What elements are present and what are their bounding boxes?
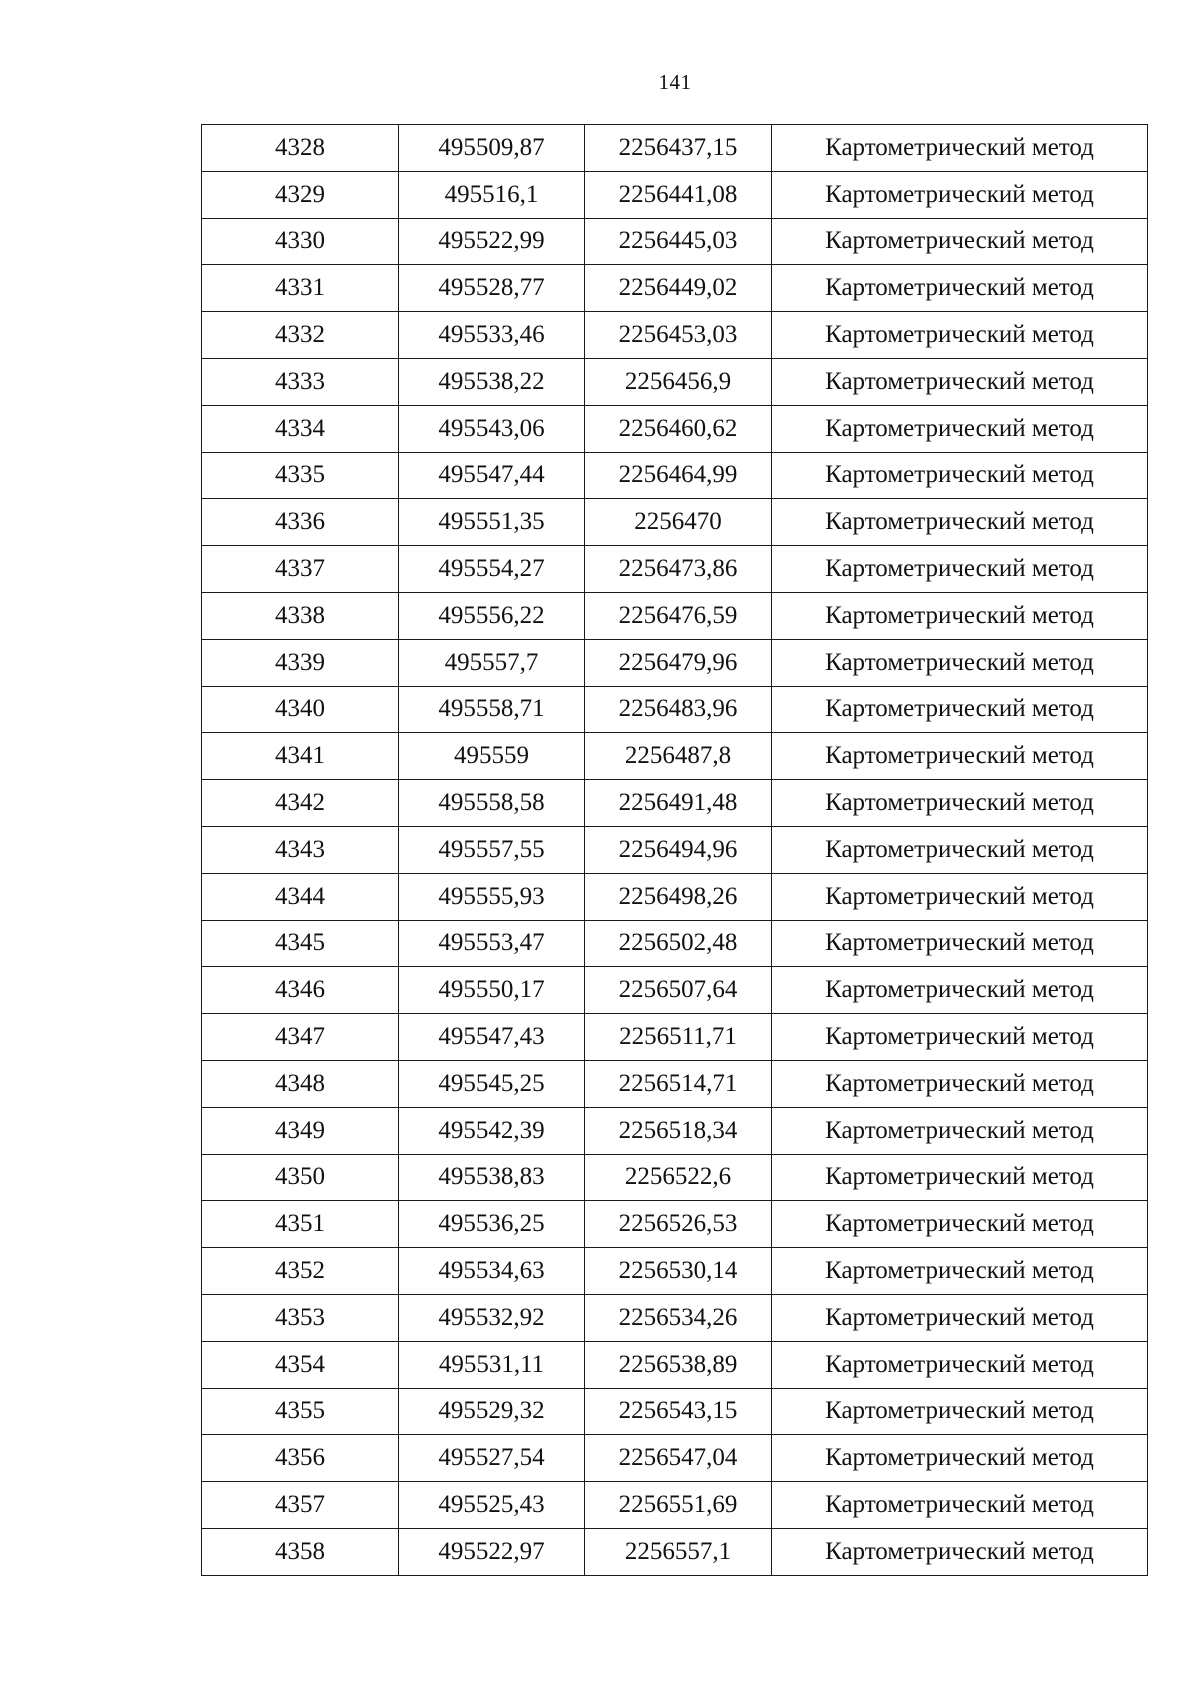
x-coordinate-cell: 495557,55	[399, 826, 585, 873]
point-number-cell: 4329	[202, 171, 399, 218]
method-cell: Картометрический метод	[772, 218, 1148, 265]
point-number-cell: 4346	[202, 967, 399, 1014]
y-coordinate-cell: 2256514,71	[585, 1060, 772, 1107]
method-cell: Картометрический метод	[772, 639, 1148, 686]
y-coordinate-cell: 2256487,8	[585, 733, 772, 780]
x-coordinate-cell: 495534,63	[399, 1248, 585, 1295]
table-row	[202, 780, 1148, 827]
x-coordinate-cell: 495538,22	[399, 358, 585, 405]
x-coordinate-cell: 495527,54	[399, 1435, 585, 1482]
point-number-cell: 4358	[202, 1528, 399, 1575]
x-coordinate-cell: 495525,43	[399, 1482, 585, 1529]
table-row	[202, 826, 1148, 873]
point-number-cell: 4348	[202, 1060, 399, 1107]
y-coordinate-cell: 2256543,15	[585, 1388, 772, 1435]
y-coordinate-cell: 2256547,04	[585, 1435, 772, 1482]
method-cell: Картометрический метод	[772, 1107, 1148, 1154]
method-cell: Картометрический метод	[772, 1482, 1148, 1529]
y-coordinate-cell: 2256473,86	[585, 546, 772, 593]
table-row	[202, 1528, 1148, 1575]
method-cell: Картометрический метод	[772, 546, 1148, 593]
table-row	[202, 967, 1148, 1014]
method-cell: Картометрический метод	[772, 1060, 1148, 1107]
table-row	[202, 1341, 1148, 1388]
point-number-cell: 4332	[202, 312, 399, 359]
method-cell: Картометрический метод	[772, 967, 1148, 1014]
point-number-cell: 4357	[202, 1482, 399, 1529]
y-coordinate-cell: 2256453,03	[585, 312, 772, 359]
x-coordinate-cell: 495542,39	[399, 1107, 585, 1154]
y-coordinate-cell: 2256502,48	[585, 920, 772, 967]
point-number-cell: 4356	[202, 1435, 399, 1482]
table-row	[202, 920, 1148, 967]
point-number-cell: 4328	[202, 125, 399, 172]
point-number-cell: 4331	[202, 265, 399, 312]
table-row	[202, 546, 1148, 593]
method-cell: Картометрический метод	[772, 920, 1148, 967]
point-number-cell: 4338	[202, 592, 399, 639]
y-coordinate-cell: 2256498,26	[585, 873, 772, 920]
x-coordinate-cell: 495532,92	[399, 1294, 585, 1341]
method-cell: Картометрический метод	[772, 1294, 1148, 1341]
table-row	[202, 499, 1148, 546]
point-number-cell: 4351	[202, 1201, 399, 1248]
table-row	[202, 686, 1148, 733]
y-coordinate-cell: 2256507,64	[585, 967, 772, 1014]
table-row	[202, 1248, 1148, 1295]
point-number-cell: 4330	[202, 218, 399, 265]
y-coordinate-cell: 2256437,15	[585, 125, 772, 172]
x-coordinate-cell: 495556,22	[399, 592, 585, 639]
table-row	[202, 733, 1148, 780]
y-coordinate-cell: 2256557,1	[585, 1528, 772, 1575]
page-number: 141	[658, 70, 692, 94]
x-coordinate-cell: 495536,25	[399, 1201, 585, 1248]
x-coordinate-cell: 495543,06	[399, 405, 585, 452]
y-coordinate-cell: 2256551,69	[585, 1482, 772, 1529]
coordinates-table	[201, 124, 1148, 1576]
method-cell: Картометрический метод	[772, 1154, 1148, 1201]
table-row	[202, 405, 1148, 452]
method-cell: Картометрический метод	[772, 499, 1148, 546]
x-coordinate-cell: 495557,7	[399, 639, 585, 686]
method-cell: Картометрический метод	[772, 873, 1148, 920]
y-coordinate-cell: 2256530,14	[585, 1248, 772, 1295]
table-row	[202, 1482, 1148, 1529]
y-coordinate-cell: 2256534,26	[585, 1294, 772, 1341]
y-coordinate-cell: 2256522,6	[585, 1154, 772, 1201]
method-cell: Картометрический метод	[772, 125, 1148, 172]
table-row	[202, 265, 1148, 312]
table-row	[202, 218, 1148, 265]
point-number-cell: 4347	[202, 1014, 399, 1061]
point-number-cell: 4342	[202, 780, 399, 827]
y-coordinate-cell: 2256476,59	[585, 592, 772, 639]
method-cell: Картометрический метод	[772, 1014, 1148, 1061]
y-coordinate-cell: 2256538,89	[585, 1341, 772, 1388]
method-cell: Картометрический метод	[772, 171, 1148, 218]
x-coordinate-cell: 495538,83	[399, 1154, 585, 1201]
table-row	[202, 1014, 1148, 1061]
table-row	[202, 1388, 1148, 1435]
method-cell: Картометрический метод	[772, 1435, 1148, 1482]
y-coordinate-cell: 2256511,71	[585, 1014, 772, 1061]
method-cell: Картометрический метод	[772, 592, 1148, 639]
table-row	[202, 125, 1148, 172]
point-number-cell: 4335	[202, 452, 399, 499]
method-cell: Картометрический метод	[772, 1341, 1148, 1388]
method-cell: Картометрический метод	[772, 358, 1148, 405]
x-coordinate-cell: 495529,32	[399, 1388, 585, 1435]
point-number-cell: 4350	[202, 1154, 399, 1201]
x-coordinate-cell: 495522,97	[399, 1528, 585, 1575]
y-coordinate-cell: 2256464,99	[585, 452, 772, 499]
y-coordinate-cell: 2256479,96	[585, 639, 772, 686]
table-row	[202, 1435, 1148, 1482]
point-number-cell: 4345	[202, 920, 399, 967]
method-cell: Картометрический метод	[772, 826, 1148, 873]
point-number-cell: 4349	[202, 1107, 399, 1154]
x-coordinate-cell: 495531,11	[399, 1341, 585, 1388]
y-coordinate-cell: 2256483,96	[585, 686, 772, 733]
x-coordinate-cell: 495559	[399, 733, 585, 780]
table-row	[202, 452, 1148, 499]
point-number-cell: 4336	[202, 499, 399, 546]
point-number-cell: 4341	[202, 733, 399, 780]
method-cell: Картометрический метод	[772, 686, 1148, 733]
point-number-cell: 4355	[202, 1388, 399, 1435]
table-row	[202, 312, 1148, 359]
method-cell: Картометрический метод	[772, 265, 1148, 312]
x-coordinate-cell: 495516,1	[399, 171, 585, 218]
x-coordinate-cell: 495528,77	[399, 265, 585, 312]
point-number-cell: 4354	[202, 1341, 399, 1388]
y-coordinate-cell: 2256445,03	[585, 218, 772, 265]
x-coordinate-cell: 495551,35	[399, 499, 585, 546]
y-coordinate-cell: 2256491,48	[585, 780, 772, 827]
method-cell: Картометрический метод	[772, 1248, 1148, 1295]
x-coordinate-cell: 495547,44	[399, 452, 585, 499]
x-coordinate-cell: 495553,47	[399, 920, 585, 967]
x-coordinate-cell: 495545,25	[399, 1060, 585, 1107]
x-coordinate-cell: 495550,17	[399, 967, 585, 1014]
point-number-cell: 4343	[202, 826, 399, 873]
method-cell: Картометрический метод	[772, 1201, 1148, 1248]
table-row	[202, 592, 1148, 639]
x-coordinate-cell: 495547,43	[399, 1014, 585, 1061]
method-cell: Картометрический метод	[772, 733, 1148, 780]
point-number-cell: 4340	[202, 686, 399, 733]
point-number-cell: 4339	[202, 639, 399, 686]
y-coordinate-cell: 2256456,9	[585, 358, 772, 405]
method-cell: Картометрический метод	[772, 780, 1148, 827]
coordinates-table-body	[202, 125, 1148, 1576]
table-row	[202, 358, 1148, 405]
y-coordinate-cell: 2256441,08	[585, 171, 772, 218]
y-coordinate-cell: 2256449,02	[585, 265, 772, 312]
y-coordinate-cell: 2256470	[585, 499, 772, 546]
table-row	[202, 1060, 1148, 1107]
y-coordinate-cell: 2256526,53	[585, 1201, 772, 1248]
method-cell: Картометрический метод	[772, 405, 1148, 452]
table-row	[202, 1201, 1148, 1248]
table-row	[202, 873, 1148, 920]
point-number-cell: 4353	[202, 1294, 399, 1341]
point-number-cell: 4334	[202, 405, 399, 452]
point-number-cell: 4333	[202, 358, 399, 405]
table-row	[202, 171, 1148, 218]
method-cell: Картометрический метод	[772, 1528, 1148, 1575]
point-number-cell: 4337	[202, 546, 399, 593]
y-coordinate-cell: 2256518,34	[585, 1107, 772, 1154]
x-coordinate-cell: 495554,27	[399, 546, 585, 593]
x-coordinate-cell: 495533,46	[399, 312, 585, 359]
x-coordinate-cell: 495509,87	[399, 125, 585, 172]
point-number-cell: 4344	[202, 873, 399, 920]
x-coordinate-cell: 495522,99	[399, 218, 585, 265]
method-cell: Картометрический метод	[772, 452, 1148, 499]
x-coordinate-cell: 495555,93	[399, 873, 585, 920]
y-coordinate-cell: 2256494,96	[585, 826, 772, 873]
x-coordinate-cell: 495558,58	[399, 780, 585, 827]
table-row	[202, 1107, 1148, 1154]
table-row	[202, 1154, 1148, 1201]
method-cell: Картометрический метод	[772, 1388, 1148, 1435]
table-row	[202, 639, 1148, 686]
x-coordinate-cell: 495558,71	[399, 686, 585, 733]
point-number-cell: 4352	[202, 1248, 399, 1295]
method-cell: Картометрический метод	[772, 312, 1148, 359]
table-row	[202, 1294, 1148, 1341]
y-coordinate-cell: 2256460,62	[585, 405, 772, 452]
